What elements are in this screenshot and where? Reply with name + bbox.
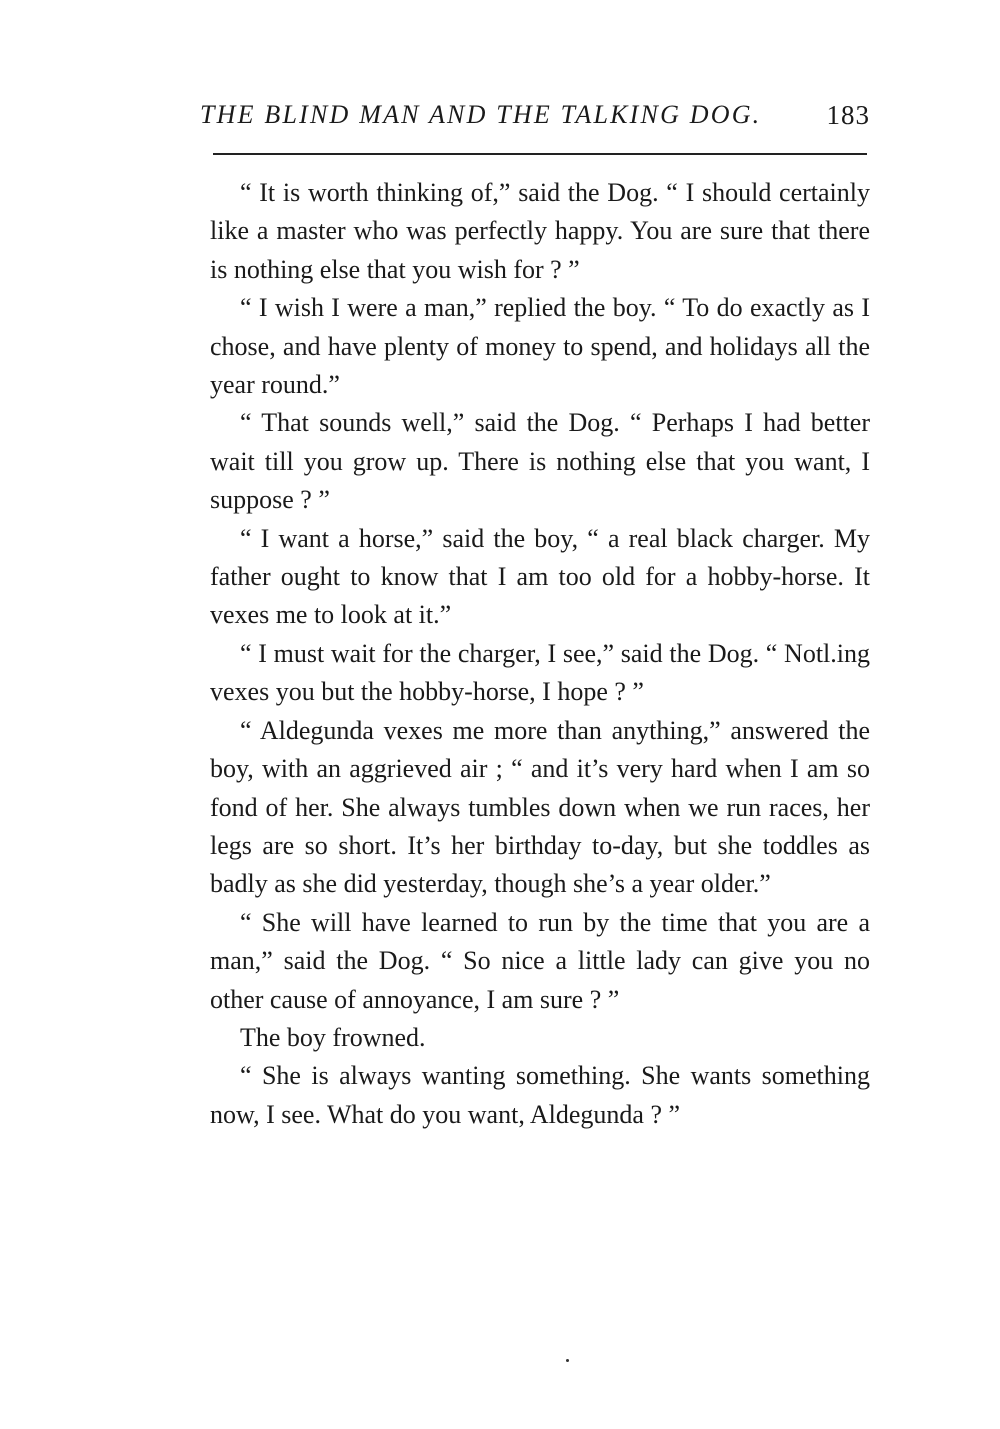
body-text [210, 174, 870, 1134]
paragraph: “ I want a horse,” said the boy, “ a real black charger. My father ought to know that I am too old for a hobby-horse. It vexes me to look at it.” [210, 523, 870, 630]
page-number: 183 [826, 100, 870, 130]
paragraph: “ That sounds well,” said the Dog. “ Perhaps I had better wait till you grow up. There is nothing else that you want, I suppose ? ” [210, 408, 870, 515]
running-head [200, 100, 870, 140]
paragraph: “ It is worth thinking of,” said the Dog. “ I should certainly like a master who was perfectly happy. You are sure that there is nothing else that you wish for ? ” [210, 178, 870, 284]
header-rule [213, 153, 867, 155]
paragraph: “ I wish I were a man,” replied the boy. “ To do exactly as I chose, and have plenty of money to spend, and holidays all the year round.” [210, 293, 870, 400]
paragraph: “ She is always wanting something. She wants something now, I see. What do you want, Aldegunda ? ” [210, 1061, 870, 1129]
paragraph: “ She will have learned to run by the time that you are a man,” said the Dog. “ So nice a little lady can give you no other cause of annoyance, I am sure ? ” [210, 907, 870, 1014]
paragraph: The boy frowned. [240, 1022, 426, 1052]
paragraph: “ Aldegunda vexes me more than anything,” answered the boy, with an aggrieved air ; “ and it’s very hard when I am so fond of her. She always tumbles down when we run races, her legs are so short. It’s her birthday to-day, but she toddles as badly as she did yesterday, though she’s a year older.” [210, 715, 870, 899]
stray-ink-dot [566, 1359, 569, 1362]
running-title: THE BLIND MAN AND THE TALKING DOG. [200, 100, 762, 129]
paragraph: “ I must wait for the charger, I see,” said the Dog. “ Notl.ing vexes you but the hobby-horse, I hope ? ” [210, 638, 870, 707]
